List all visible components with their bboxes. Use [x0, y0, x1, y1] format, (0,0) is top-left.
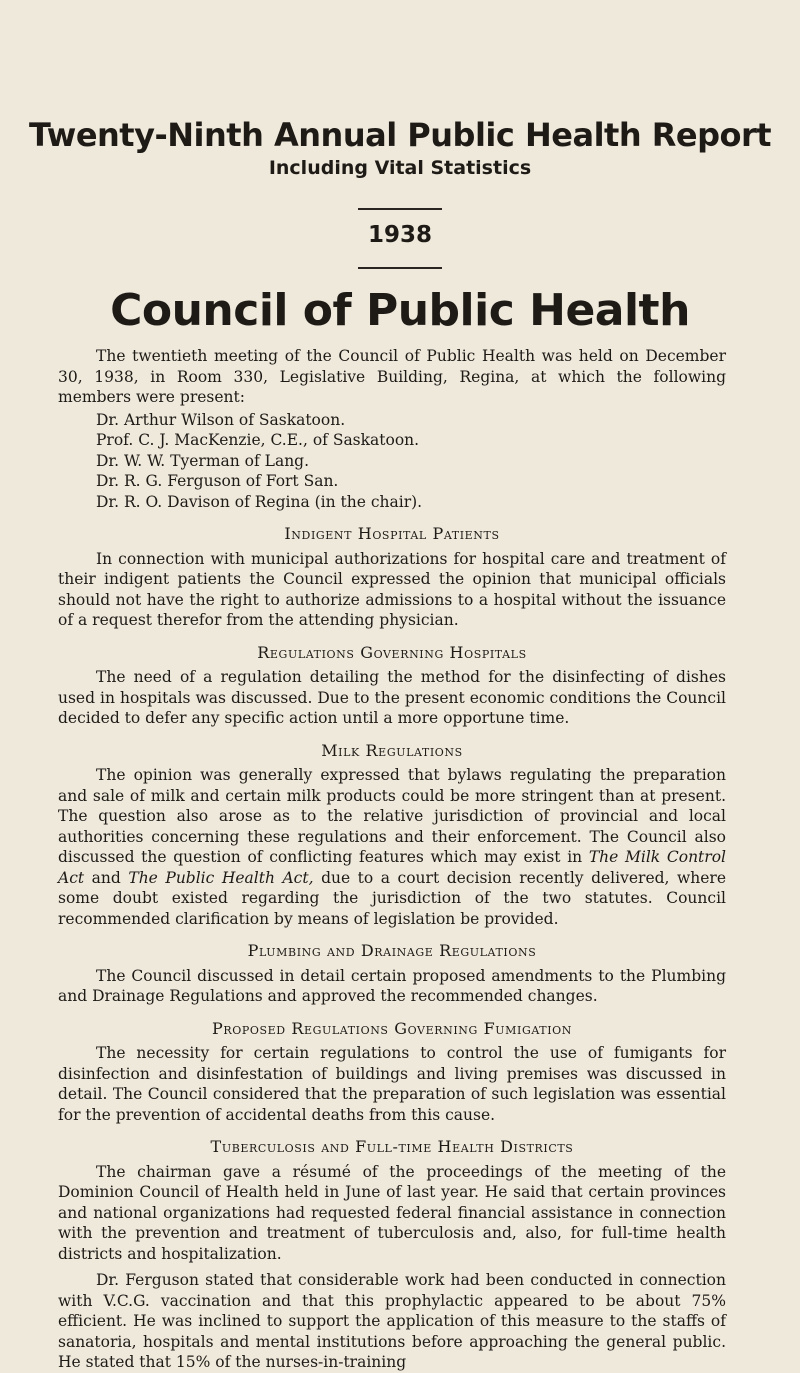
members-list — [58, 410, 726, 513]
heading-tuberculosis: Tuberculosis and Full-time Health Districts — [210, 1137, 574, 1156]
paragraph-hospital-regulations: The need of a regulation detailing the method for the disinfecting of dishes used in hospitals was discussed. Due to the present economic conditions the Council decided to defer any specific action until a more opportune time. — [58, 668, 726, 727]
paragraph-tuberculosis-1: The chairman gave a résumé of the proceedings of the meeting of the Dominion Council of Health held in June of last year. He said that certain provinces and national organizations had requested federal financial assistance in connection with the prevention and treatment of tuberculosis and, also, for full-time health districts and hospitalization. — [58, 1162, 726, 1263]
member-item: Dr. Arthur Wilson of Saskatoon. — [96, 410, 346, 429]
milk-text-after: due to a court decision recently delivered, where some doubt existed regarding the jurisdiction of the two statutes. Council recommended clarification by means of legislation be provided. — [58, 868, 727, 928]
report-year: 1938 — [367, 222, 432, 248]
heading-fumigation-regulations: Proposed Regulations Governing Fumigation — [211, 1018, 573, 1038]
member-item: Dr. R. O. Davison of Regina (in the chair). — [96, 492, 423, 511]
paragraph-fumigation-regulations: The necessity for certain regulations to control the use of fumigants for disinfection and disinfestation of buildings and living premises was discussed in detail. The Council considered that the preparation of such legislation was essential for the prevention of accidental deaths from this cause. — [58, 1044, 726, 1124]
paragraph-indigent-patients: In connection with municipal authorizations for hospital care and treatment of their indigent patients the Council expressed the opinion that municipal officials should not have the right to authorize admissions to a hospital without the issuance of a request therefor from the attending physician. — [58, 549, 726, 629]
paragraph-tuberculosis-2: Dr. Ferguson stated that considerable work had been conducted in connection with V.C.G. vaccination and that this prophylactic appeared to be about 75% efficient. He was inclined to support the application of this measure to the staffs of sanatoria, hospitals and mental institutions before approaching the general public. He stated that 15% of the nurses-in-training — [58, 1271, 726, 1371]
heading-plumbing-regulations: Plumbing and Drainage Regulations — [247, 941, 537, 960]
member-item: Dr. W. W. Tyerman of Lang. — [96, 451, 310, 470]
body-text — [58, 346, 726, 1373]
heading-indigent-patients: Indigent Hospital Patients — [284, 524, 500, 543]
milk-text-before: The opinion was generally expressed that bylaws regulating the preparation and sale of milk and certain milk products could be more stringent than at present. The question also arose as to the relative jurisdiction of provincial and local authorities concerning these regulations and their enforcement. The Council also discussed the question of conflicting features which may exist in — [58, 766, 726, 866]
report-subtitle: Including Vital Statistics — [268, 157, 532, 179]
heading-milk-regulations: Milk Regulations — [321, 740, 463, 760]
milk-control-act: The Milk Control Act — [58, 848, 726, 887]
milk-and: and — [91, 868, 121, 887]
member-item: Dr. R. G. Ferguson of Fort San. — [96, 472, 339, 490]
public-health-act: The Public Health Act, — [128, 868, 314, 887]
divider-bottom — [358, 267, 442, 269]
heading-hospital-regulations: Regulations Governing Hospitals — [257, 642, 527, 662]
paragraph-plumbing-regulations: The Council discussed in detail certain proposed amendments to the Plumbing and Drainage Regulations and approved the recommended changes. — [58, 966, 726, 1005]
paragraph-milk-regulations — [58, 765, 726, 929]
divider-top — [358, 208, 442, 210]
council-title: Council of Public Health — [110, 285, 690, 336]
member-item: Prof. C. J. MacKenzie, C.E., of Saskatoon. — [96, 431, 420, 449]
report-title: Twenty-Ninth Annual Public Health Report — [28, 116, 772, 154]
intro-paragraph: The twentieth meeting of the Council of Public Health was held on December 30, 1938, in Room 330, Legislative Building, Regina, at which the following members were present: — [58, 347, 726, 406]
